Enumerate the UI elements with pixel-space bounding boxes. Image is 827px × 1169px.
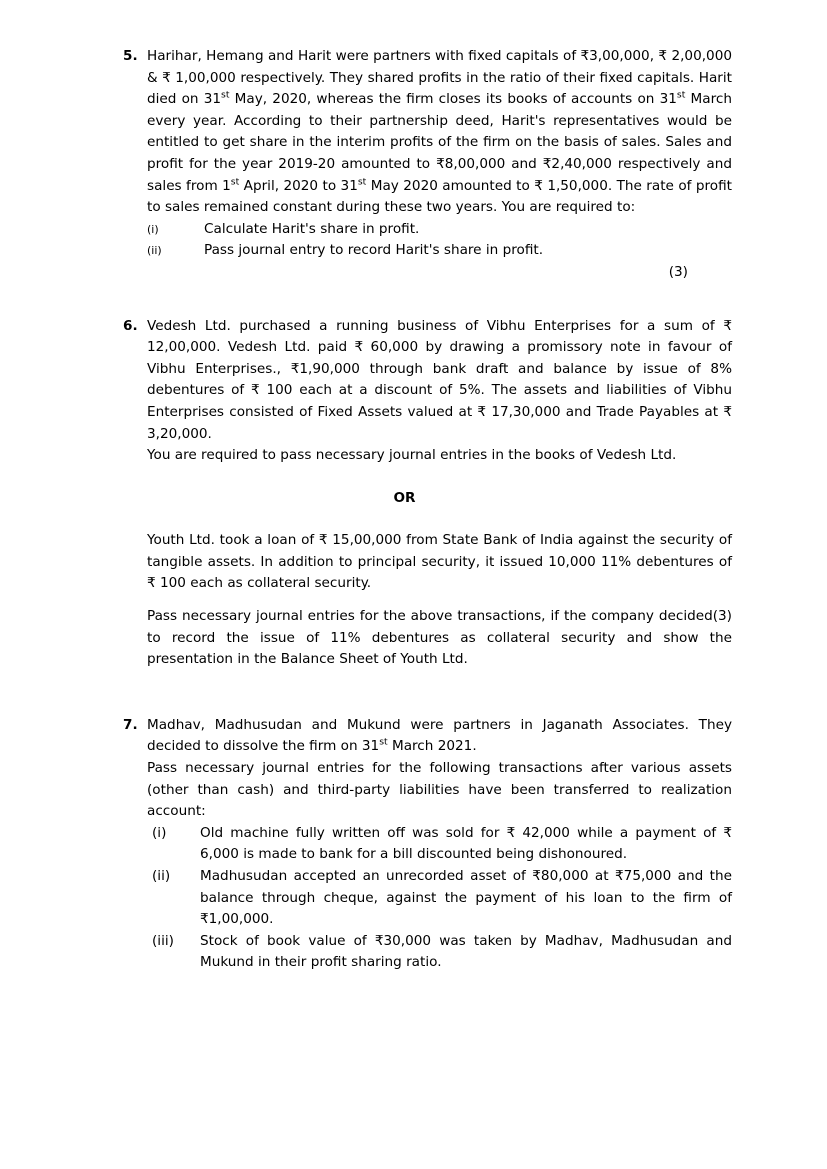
subitem-marker: (i)	[147, 222, 159, 236]
question-7-sublist	[147, 823, 732, 974]
question-7-subitem-iii	[147, 931, 732, 974]
q5-run-a: Harihar, Hemang and Harit were partners with fixed capitals of ₹3,00,000, ₹ 2,00,000 & ₹ 1,00,000 respectively. They shared profits in the ratio of their fixed capitals. Harit died on 31	[147, 48, 732, 108]
q5-ordinal-1: st	[221, 89, 230, 101]
question-paper-content	[123, 46, 732, 974]
block-spacer	[123, 284, 732, 316]
subitem-marker: (iii)	[152, 932, 174, 949]
q7-ordinal-1: st	[379, 736, 388, 748]
q5-ordinal-4: st	[357, 176, 367, 188]
question-number-6: 6.	[123, 317, 138, 334]
q5-run-d: April, 2020 to 31	[239, 177, 358, 194]
question-7-subitem-ii	[147, 866, 732, 931]
subitem-text: Madhusudan accepted an unrecorded asset of ₹80,000 at ₹75,000 and the balance through cheque, against the payment of his loan to the firm of ₹1,00,000.	[200, 868, 732, 928]
subitem-text: Stock of book value of ₹30,000 was taken by Madhav, Madhusudan and Mukund in their profit sharing ratio.	[200, 932, 732, 971]
subitem-text: Old machine fully written off was sold for ₹ 42,000 while a payment of ₹ 6,000 is made to bank for a bill discounted being dishonoured.	[200, 824, 732, 863]
q7-run-a: Madhav, Madhusudan and Mukund were partners in Jaganath Associates. They decided to dissolve the firm on 31	[147, 716, 732, 755]
block-spacer	[123, 671, 732, 715]
question-5-sublist	[147, 219, 732, 262]
question-7-paragraph-1	[147, 715, 732, 758]
question-7-subitem-i	[147, 823, 732, 866]
question-6-option-b-paragraph-1: Youth Ltd. took a loan of ₹ 15,00,000 from State Bank of India against the security of tangible assets. In addition to principal security, it issued 10,000 11% debentures of ₹ 100 each as collateral security.	[147, 532, 732, 592]
q5-run-e: May 2020 amounted to ₹ 1,50,000. The rate of profit to sales remained constant during these two years. You are required to:	[147, 177, 733, 216]
or-spacer-bottom	[147, 509, 732, 530]
question-block-7	[123, 715, 732, 974]
question-5-marks: (3)	[668, 263, 688, 280]
question-block-5	[123, 46, 732, 284]
subitem-marker: (ii)	[147, 244, 162, 258]
subitem-text: Calculate Harit's share in profit.	[204, 220, 420, 237]
subitem-marker: (ii)	[152, 868, 171, 884]
q5-run-c: March every year. According to their partnership deed, Harit's representatives would be entitled to get share in the interim profits of the firm on the basis of sales. Sales and profit for the year 2019-20 amounted to ₹8,00,000 and ₹2,40,000 respectively and sales from 1	[147, 91, 732, 194]
question-6-option-b-text: Pass necessary journal entries for the above transactions, if the company decided to record the issue of 11% debentures as collateral security and show the presentation in the Balance Sheet of Youth Ltd.	[147, 608, 732, 668]
paragraph-spacer	[147, 595, 732, 606]
or-separator: OR	[393, 489, 416, 506]
q7-run-b: March 2021.	[387, 738, 477, 755]
subitem-marker: (i)	[152, 824, 167, 841]
question-5-subitem-i	[147, 219, 732, 241]
q5-run-b: May, 2020, whereas the firm closes its books of accounts on 31	[229, 91, 677, 108]
subitem-text: Pass journal entry to record Harit's share in profit.	[204, 242, 544, 259]
question-6-option-b-paragraph-2	[147, 606, 732, 671]
question-block-6	[123, 316, 732, 671]
question-7-paragraph-2: Pass necessary journal entries for the following transactions after various assets (other than cash) and third-party liabilities have been transferred to realization account:	[147, 760, 732, 820]
question-6-marks: (3)	[712, 608, 732, 625]
question-number-7: 7.	[123, 716, 138, 733]
q5-ordinal-3: st	[230, 176, 240, 188]
or-spacer-top	[147, 467, 732, 488]
question-5-paragraph-1	[147, 46, 732, 219]
question-number-5: 5.	[123, 48, 138, 64]
q5-ordinal-2: st	[676, 89, 686, 101]
question-5-subitem-ii	[147, 240, 732, 262]
question-6-option-a-paragraph-1: Vedesh Ltd. purchased a running business of Vibhu Enterprises for a sum of ₹ 12,00,000. Vedesh Ltd. paid ₹ 60,000 by drawing a promissory note in favour of Vibhu Enterprises., ₹1,90,000 through bank draft and balance by issue of 8% debentures of ₹ 100 each at a discount of 5%. The assets and liabilities of Vibhu Enterprises consisted of Fixed Assets valued at ₹ 17,30,000 and Trade Payables at ₹ 3,20,000.	[147, 317, 732, 442]
question-6-option-a-paragraph-2: You are required to pass necessary journal entries in the books of Vedesh Ltd.	[147, 447, 677, 464]
